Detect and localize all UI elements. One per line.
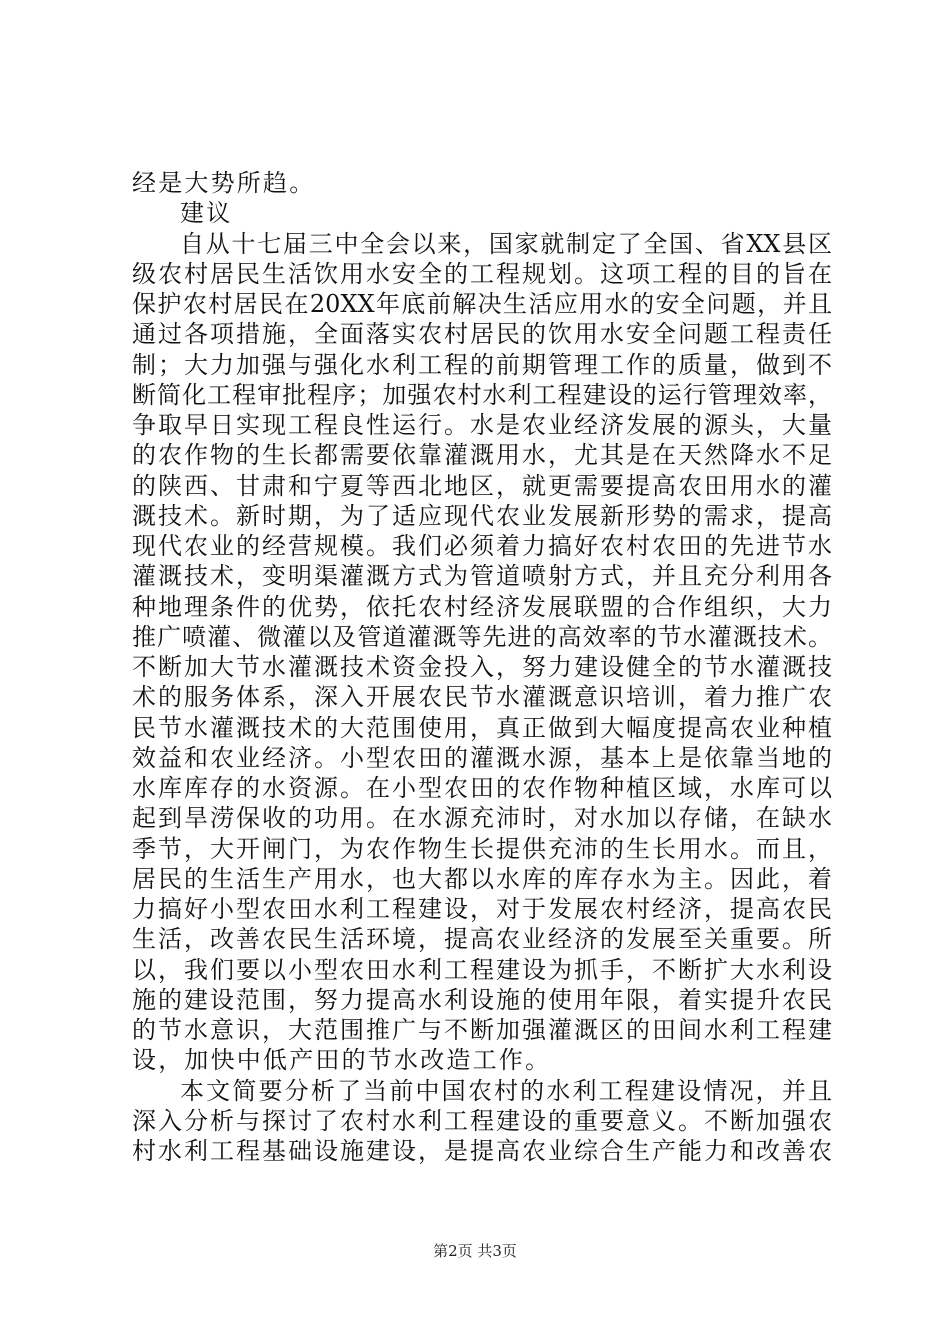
- text-line: 术的服务体系，深入开展农民节水灌溉意识培训，着力推广农: [132, 683, 832, 712]
- page-footer: 第2页 共3页: [433, 1242, 517, 1260]
- text-line: 争取早日实现工程良性运行。水是农业经济发展的源头，大量: [132, 411, 832, 439]
- text-line: 施的建设范围，努力提高水利设施的使用年限，着实提升农民: [132, 985, 832, 1014]
- text-line: 起到旱涝保收的功用。在水源充沛时，对水加以存储，在缺水: [132, 804, 832, 833]
- text-line: 现代农业的经营规模。我们必须着力搞好农村农田的先进节水: [132, 532, 832, 560]
- text-line: 级农村居民生活饮用水安全的工程规划。这项工程的目的旨在: [132, 259, 832, 288]
- text-line: 制；大力加强与强化水利工程的前期管理工作的质量，做到不: [132, 350, 832, 379]
- text-line: 溉技术。新时期，为了适应现代农业发展新形势的需求，提高: [132, 501, 832, 530]
- text-line: 村水利工程基础设施建设，是提高农业综合生产能力和改善农: [132, 1137, 832, 1165]
- text-line: 灌溉技术，变明渠灌溉方式为管道喷射方式，并且充分利用各: [132, 562, 832, 591]
- text-line: 效益和农业经济。小型农田的灌溉水源，基本上是依靠当地的: [132, 743, 832, 772]
- text-line: 的农作物的生长都需要依靠灌溉用水，尤其是在天然降水不足: [132, 441, 832, 470]
- text-line: 设，加快中低产田的节水改造工作。: [132, 1046, 552, 1075]
- text-line: 推广喷灌、微灌以及管道灌溉等先进的高效率的节水灌溉技术。: [132, 622, 832, 651]
- text-line: 的节水意识，大范围推广与不断加强灌溉区的田间水利工程建: [132, 1016, 832, 1044]
- text-line: 经是大势所趋。: [132, 169, 316, 197]
- text-line: 季节，大开闸门，为农作物生长提供充沛的生长用水。而且，: [132, 834, 832, 863]
- text-line: 水库库存的水资源。在小型农田的农作物种植区域，水库可以: [132, 774, 832, 802]
- section-heading: 建议: [180, 199, 233, 228]
- text-line: 保护农村居民在20XX年底前解决生活应用水的安全问题，并且: [132, 290, 832, 318]
- text-line: 力搞好小型农田水利工程建设，对于发展农村经济，提高农民: [132, 895, 832, 923]
- text-line: 本文简要分析了当前中国农村的水利工程建设情况，并且: [180, 1076, 832, 1105]
- text-line: 居民的生活生产用水，也大都以水库的库存水为主。因此，着: [132, 864, 832, 893]
- text-line: 自从十七届三中全会以来，国家就制定了全国、省XX县区: [180, 229, 832, 258]
- text-line: 种地理条件的优势，依托农村经济发展联盟的合作组织，大力: [132, 592, 832, 621]
- text-line: 以，我们要以小型农田水利工程建设为抓手，不断扩大水利设: [132, 955, 832, 984]
- text-line: 民节水灌溉技术的大范围使用，真正做到大幅度提高农业种植: [132, 713, 832, 742]
- text-line: 的陕西、甘肃和宁夏等西北地区，就更需要提高农田用水的灌: [132, 471, 832, 500]
- text-line: 深入分析与探讨了农村水利工程建设的重要意义。不断加强农: [132, 1106, 832, 1135]
- text-line: 生活，改善农民生活环境，提高农业经济的发展至关重要。所: [132, 925, 832, 954]
- text-line: 不断加大节水灌溉技术资金投入，努力建设健全的节水灌溉技: [132, 653, 832, 681]
- text-line: 断简化工程审批程序；加强农村水利工程建设的运行管理效率，: [132, 380, 832, 409]
- text-line: 通过各项措施，全面落实农村居民的饮用水安全问题工程责任: [132, 320, 832, 349]
